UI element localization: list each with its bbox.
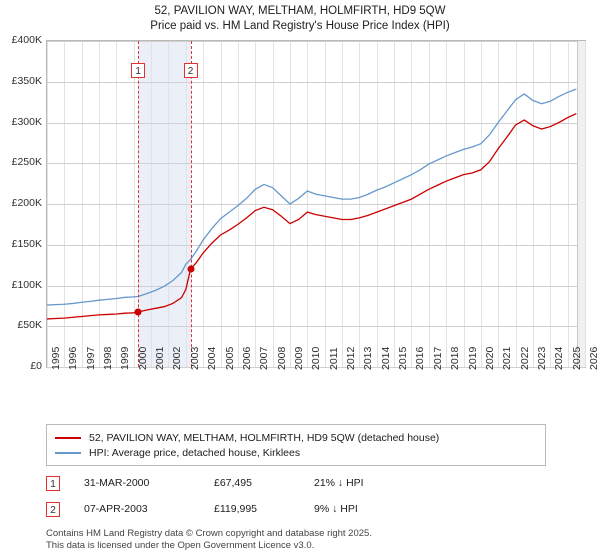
sale-marker-badge: 1 (131, 63, 145, 78)
x-axis-tick-label: 2007 (258, 346, 271, 370)
x-axis-tick-label: 2015 (397, 346, 410, 370)
legend-item-price-paid (55, 430, 537, 445)
y-axis-tick-label: £0 (30, 360, 42, 372)
chart-title (0, 4, 600, 34)
title-line-2: Price paid vs. HM Land Registry's House Price Index (HPI) (150, 20, 450, 32)
x-axis-tick-label: 2018 (449, 346, 462, 370)
sale-hpi-delta: 21% ↓ HPI (314, 477, 364, 489)
sale-date: 07-APR-2003 (84, 503, 148, 515)
sale-price: £67,495 (214, 477, 252, 489)
x-axis-tick-label: 2004 (206, 346, 219, 370)
x-axis-tick-label: 2024 (553, 346, 566, 370)
sale-index-badge: 2 (46, 502, 60, 517)
sale-marker-line (138, 41, 140, 367)
sale-index-badge: 1 (46, 476, 60, 491)
series-line-hpi (47, 89, 576, 305)
x-axis-tick-label: 2020 (483, 346, 496, 370)
x-axis-tick-label: 2006 (240, 346, 253, 370)
x-axis-tick-label: 2005 (223, 346, 236, 370)
sale-row (46, 476, 566, 492)
footer-line-2: This data is licensed under the Open Government Licence v3.0. (46, 539, 315, 551)
sale-marker-line (191, 41, 193, 367)
y-axis-tick-label: £400K (11, 34, 42, 46)
x-axis-tick-label: 2022 (518, 346, 531, 370)
x-axis-tick-label: 2009 (292, 346, 305, 370)
sale-marker-badge: 2 (184, 63, 198, 78)
x-axis-tick-label: 2011 (327, 347, 340, 370)
legend-item-hpi (55, 445, 537, 460)
x-gridline (585, 41, 586, 367)
x-axis-tick-label: 2012 (345, 346, 358, 370)
x-axis-tick-label: 2021 (501, 346, 514, 370)
y-axis-tick-label: £300K (11, 115, 42, 128)
y-axis-tick-label: £100K (11, 278, 42, 291)
x-axis-tick-label: 2000 (136, 346, 149, 370)
sale-row (46, 502, 566, 518)
legend-swatch-price-paid (55, 437, 81, 439)
y-axis-tick-label: £150K (11, 237, 42, 250)
sale-point-marker (135, 308, 142, 315)
sale-hpi-delta: 9% ↓ HPI (314, 503, 358, 515)
legend-swatch-hpi (55, 452, 81, 454)
legend-label-hpi: HPI: Average price, detached house, Kirklees (89, 446, 301, 459)
legend-label-price-paid: 52, PAVILION WAY, MELTHAM, HOLMFIRTH, HD9 5QW (detached house) (89, 431, 440, 444)
x-axis-tick-label: 2002 (171, 346, 184, 370)
x-axis-tick-label: 2013 (362, 346, 375, 370)
x-axis-tick-label: 2023 (535, 346, 548, 370)
y-axis-tick-label: £50K (17, 319, 42, 332)
sale-point-marker (187, 266, 194, 273)
x-axis-tick-label: 2016 (414, 346, 427, 370)
x-axis-tick-label: 1997 (84, 346, 97, 370)
x-axis-tick-label: 1998 (102, 346, 115, 370)
y-axis-tick-label: £200K (11, 197, 42, 209)
x-axis-tick-label: 2014 (379, 346, 392, 370)
title-line-1: 52, PAVILION WAY, MELTHAM, HOLMFIRTH, HD9 5QW (154, 5, 446, 17)
x-axis-tick-label: 2017 (431, 346, 444, 370)
y-axis-tick-label: £250K (11, 156, 42, 169)
chart-legend (46, 424, 546, 466)
x-axis-tick-label: 1995 (50, 346, 62, 370)
chart-plot-area (46, 40, 586, 368)
x-axis-tick-label: 1996 (67, 346, 80, 370)
x-axis-tick-label: 2019 (466, 346, 479, 370)
x-axis-tick-label: 2025 (570, 346, 583, 370)
x-axis-tick-label: 1999 (119, 346, 132, 370)
footer-attribution (46, 528, 586, 551)
sale-date: 31-MAR-2000 (84, 477, 150, 489)
x-axis-tick-label: 2010 (310, 346, 323, 370)
x-axis-tick-label: 2001 (154, 346, 167, 370)
x-axis-tick-label: 2003 (188, 346, 201, 370)
chart-series-layer (47, 41, 585, 367)
x-axis-tick-label: 2026 (588, 346, 600, 370)
series-line-price-paid (47, 114, 576, 319)
sale-price: £119,995 (214, 503, 258, 515)
y-axis-tick-label: £350K (11, 74, 42, 87)
footer-line-1: Contains HM Land Registry data © Crown copyright and database right 2025. (46, 528, 372, 539)
x-axis-tick-label: 2008 (275, 346, 288, 370)
